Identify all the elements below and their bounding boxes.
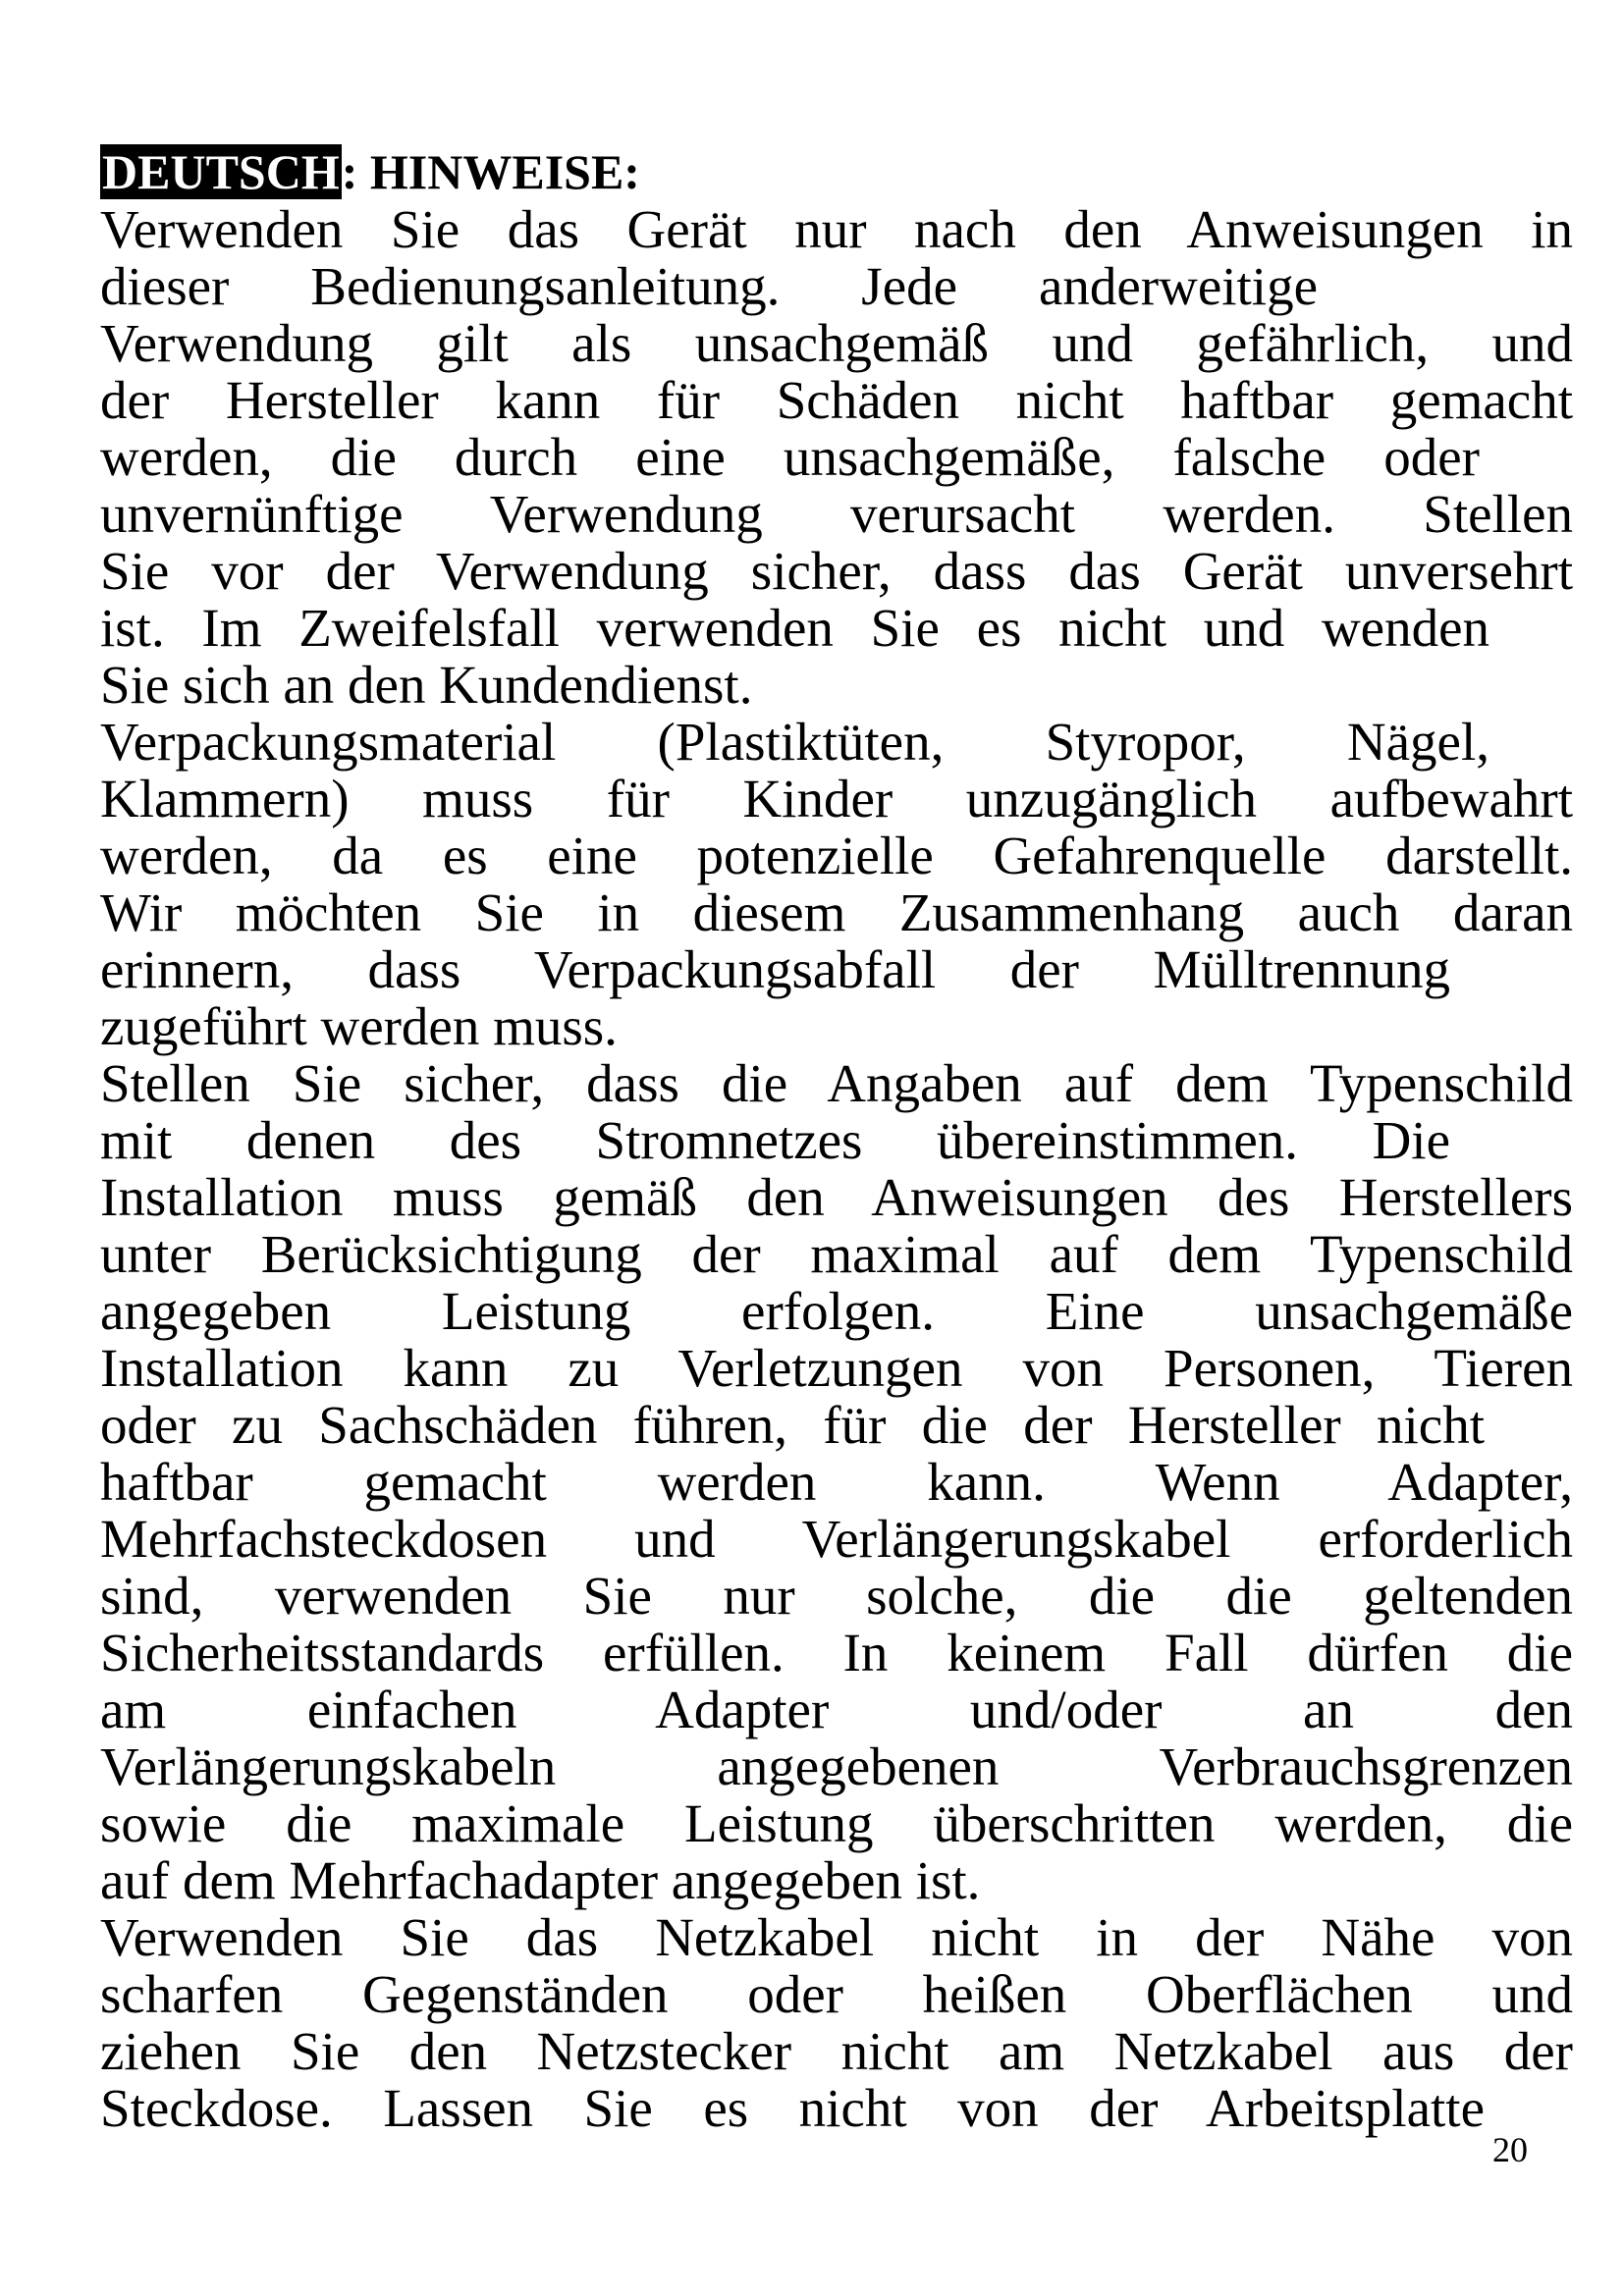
text-line: Steckdose. Lassen Sie es nicht von der Arbeitsplatte <box>100 2078 1485 2138</box>
text-line: Sicherheitsstandards erfüllen. In keinem Fall dürfen die <box>100 1623 1573 1682</box>
text-line: unvernünftige Verwendung verursacht werden. Stellen <box>100 484 1573 544</box>
language-label: DEUTSCH <box>102 144 340 199</box>
text-line: zugeführt werden muss. <box>100 996 618 1056</box>
page-number: 20 <box>1492 2130 1528 2169</box>
text-line: ziehen Sie den Netzstecker nicht am Netzkabel aus der <box>100 2021 1573 2081</box>
text-line: scharfen Gegenständen oder heißen Oberflächen und <box>100 1964 1573 2024</box>
text-line: Sie vor der Verwendung sicher, dass das Gerät unversehrt <box>100 541 1573 601</box>
section-heading <box>100 142 640 201</box>
text-line: dieser Bedienungsanleitung. Jede anderweitige <box>100 256 1318 316</box>
text-line: Installation kann zu Verletzungen von Personen, Tieren <box>100 1338 1573 1398</box>
text-line: Stellen Sie sicher, dass die Angaben auf dem Typenschild <box>100 1053 1573 1113</box>
text-line: Installation muss gemäß den Anweisungen des Herstellers <box>100 1167 1573 1227</box>
text-line: angegeben Leistung erfolgen. Eine unsachgemäße <box>100 1281 1573 1341</box>
text-line: ist. Im Zweifelsfall verwenden Sie es nicht und wenden <box>100 598 1489 658</box>
text-line: Verpackungsmaterial (Plastiktüten, Styropor, Nägel, <box>100 712 1489 772</box>
text-line: der Hersteller kann für Schäden nicht haftbar gemacht <box>100 370 1573 430</box>
text-line: werden, da es eine potenzielle Gefahrenquelle darstellt. <box>100 826 1573 885</box>
heading-title: : HINWEISE: <box>341 144 640 199</box>
text-line: Verwendung gilt als unsachgemäß und gefährlich, und <box>100 313 1573 373</box>
text-line: haftbar gemacht werden kann. Wenn Adapter, <box>100 1452 1573 1512</box>
text-line: Sie sich an den Kundendienst. <box>100 655 753 715</box>
text-line: Mehrfachsteckdosen und Verlängerungskabel erforderlich <box>100 1509 1573 1569</box>
text-line: Verlängerungskabeln angegebenen Verbrauchsgrenzen <box>100 1736 1573 1796</box>
text-line: werden, die durch eine unsachgemäße, falsche oder <box>100 427 1480 487</box>
text-line: am einfachen Adapter und/oder an den <box>100 1680 1573 1739</box>
text-line: Wir möchten Sie in diesem Zusammenhang auch daran <box>100 882 1573 942</box>
text-line: Klammern) muss für Kinder unzugänglich aufbewahrt <box>100 769 1573 828</box>
text-line: auf dem Mehrfachadapter angegeben ist. <box>100 1850 981 1910</box>
text-line: erinnern, dass Verpackungsabfall der Mülltrennung <box>100 939 1450 999</box>
text-line: sind, verwenden Sie nur solche, die die geltenden <box>100 1566 1573 1626</box>
text-line: mit denen des Stromnetzes übereinstimmen. Die <box>100 1110 1450 1170</box>
text-line: sowie die maximale Leistung überschritten werden, die <box>100 1793 1573 1853</box>
text-line: Verwenden Sie das Gerät nur nach den Anweisungen in <box>100 199 1573 259</box>
text-line: Verwenden Sie das Netzkabel nicht in der Nähe von <box>100 1907 1573 1967</box>
body-text <box>100 201 1573 2137</box>
text-line: unter Berücksichtigung der maximal auf dem Typenschild <box>100 1224 1573 1284</box>
text-line: oder zu Sachschäden führen, für die der Hersteller nicht <box>100 1395 1485 1455</box>
